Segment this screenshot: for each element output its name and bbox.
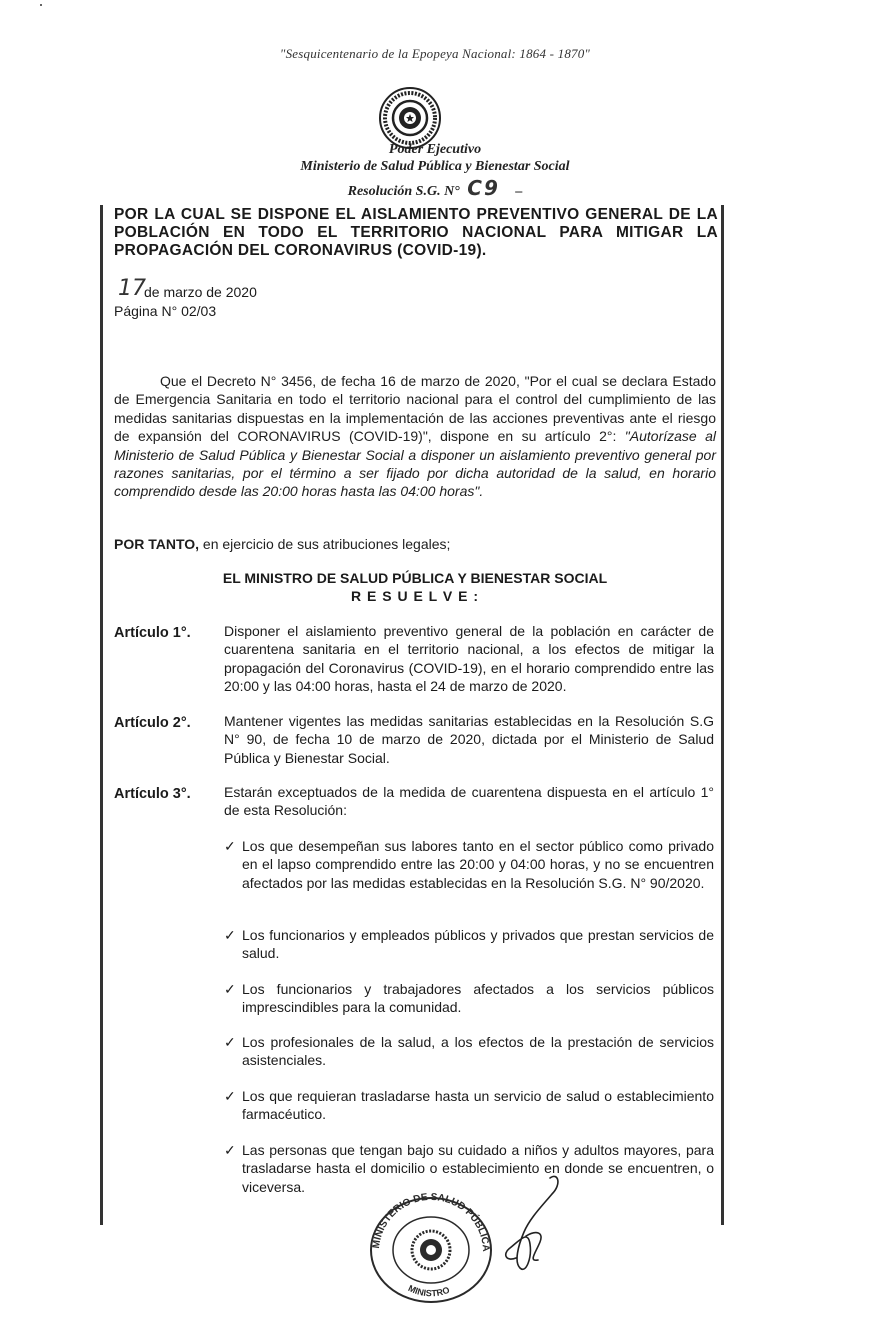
ministry-stamp — [365, 1190, 497, 1304]
stamp-bottom-text: MINISTRO — [406, 1283, 451, 1299]
exception-text: Los profesionales de la salud, a los efectos de la prestación de servicios asistenciales. — [242, 1034, 714, 1069]
check-icon: ✓ — [224, 1142, 236, 1158]
exception-item-4 — [224, 1033, 714, 1070]
exception-item-5 — [224, 1087, 714, 1124]
resolution-number-handwritten: C9 — [467, 176, 500, 200]
por-tanto-paragraph — [114, 535, 716, 553]
stamp-ring-text: MINISTERIO DE SALUD PÚBLICA — [371, 1191, 492, 1252]
exception-item-1 — [224, 837, 714, 892]
date-text: de marzo de 2020 — [144, 284, 257, 300]
date-day-handwritten: 17 — [118, 276, 146, 301]
exception-text: Los funcionarios y trabajadores afectados a los servicios públicos imprescindibles para la comunidad. — [242, 981, 714, 1016]
header-poder-ejecutivo: Poder Ejecutivo — [388, 142, 482, 157]
resolution-title: POR LA CUAL SE DISPONE EL AISLAMIENTO PREVENTIVO GENERAL DE LA POBLACIÓN EN TODO EL TERRITORIO NACIONAL PARA MITIGAR LA PROPAGACIÓN DEL CORONAVIRUS (COVID-19). — [114, 206, 718, 259]
exception-item-3 — [224, 980, 714, 1017]
left-margin-bar — [100, 205, 103, 1225]
exception-text: Las personas que tengan bajo su cuidado a niños y adultos mayores, para trasladarse hasta el domicilio o establecimiento en donde se encuentren, o viceversa. — [242, 1142, 714, 1195]
resuelve-heading: R E S U E L V E : — [351, 588, 479, 604]
check-icon: ✓ — [224, 1088, 236, 1104]
check-icon: ✓ — [224, 927, 236, 943]
por-tanto-text: en ejercicio de sus atribuciones legales; — [199, 536, 451, 552]
check-icon: ✓ — [224, 981, 236, 997]
exception-text: Los que requieran trasladarse hasta un servicio de salud o establecimiento farmacéutico. — [242, 1088, 714, 1123]
resolution-dash: – — [515, 184, 523, 199]
article-1-text: Disponer el aislamiento preventivo general de la población en carácter de cuarentena sanitaria en el territorio nacional, a los efectos de mitigar la propagación del Coronavirus (COVID-19), en el horario comprendido entre las 20:00 y las 04:00 horas, hasta el 24 de marzo de 2020. — [224, 623, 714, 695]
right-margin-bar — [721, 205, 724, 1225]
minister-heading: EL MINISTRO DE SALUD PÚBLICA Y BIENESTAR SOCIAL — [222, 570, 608, 586]
signature — [480, 1170, 570, 1280]
considerando-quote: "Autorízase al Ministerio de Salud Pública y Bienestar Social a disponer un aislamiento preventivo general por razones sanitarias, por el término a ser fijado por dicha autoridad de la salud, en horario comprendido desde las 20:00 horas hasta las 04:00 horas". — [114, 428, 717, 500]
check-icon: ✓ — [224, 1034, 236, 1050]
resolution-label: Resolución S.G. N° — [347, 184, 460, 199]
por-tanto-label: POR TANTO, — [114, 536, 200, 552]
header-resolution — [0, 176, 870, 200]
motto-line: "Sesquicentenario de la Epopeya Nacional: 1864 - 1870" — [279, 46, 591, 61]
exception-item-6 — [224, 1141, 714, 1196]
considerando-paragraph — [114, 372, 716, 501]
scan-speck — [40, 4, 42, 6]
article-2-text: Mantener vigentes las medidas sanitarias establecidas en la Resolución S.G N° 90, de fecha 10 de marzo de 2020, dictada por el Ministerio de Salud Pública y Bienestar Social. — [224, 713, 714, 766]
article-3-label: Artículo 3°. — [114, 786, 191, 802]
national-seal-icon — [378, 86, 442, 150]
exception-text: Los que desempeñan sus labores tanto en el sector público como privado en el lapso comprendido entre las 20:00 y 04:00 horas, y no se encuentren afectados por las medidas establecidas en la Resolución S.G. N° 90/2020. — [242, 838, 714, 891]
header-ministry: Ministerio de Salud Pública y Bienestar Social — [300, 159, 570, 174]
resolution-date — [118, 276, 257, 301]
page-number: Página N° 02/03 — [114, 303, 217, 319]
article-1-label: Artículo 1°. — [114, 625, 191, 641]
exception-item-2 — [224, 926, 714, 963]
article-2-label: Artículo 2°. — [114, 715, 191, 731]
considerando-text: Que el Decreto N° 3456, de fecha 16 de marzo de 2020, "Por el cual se declara Estado de Emergencia Sanitaria en todo el territorio nacional para el control del cumplimiento de las medidas sanitarias dispuestas en la implementación de las acciones preventivas ante el riesgo de expansión del CORONAVIRUS (COVID-19)", dispone en su artículo 2°: — [114, 373, 716, 445]
check-icon: ✓ — [224, 838, 236, 854]
exception-text: Los funcionarios y empleados públicos y privados que prestan servicios de salud. — [242, 927, 714, 962]
article-3-text: Estarán exceptuados de la medida de cuarentena dispuesta en el artículo 1° de esta Resolución: — [224, 784, 714, 819]
